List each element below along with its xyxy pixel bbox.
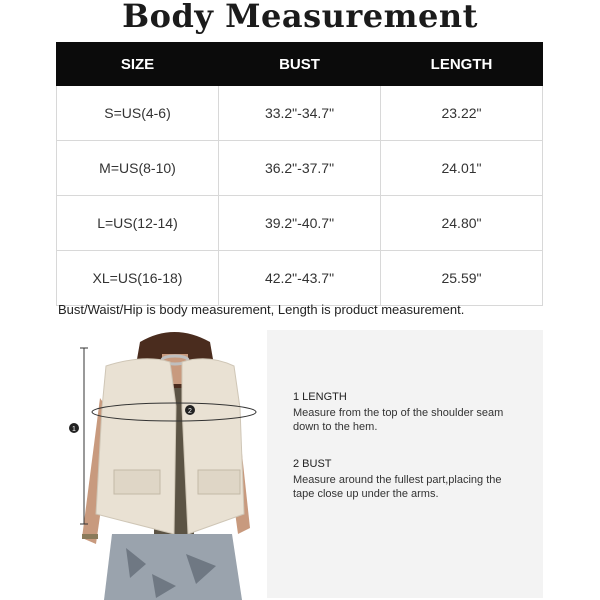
cell-size: XL=US(16-18) — [57, 251, 219, 306]
right-pocket-shape — [198, 470, 240, 494]
cell-bust: 33.2"-34.7" — [219, 86, 381, 141]
length-description: Measure from the top of the shoulder seam down to the hem. — [293, 407, 504, 433]
model-photo — [56, 328, 266, 600]
cell-bust: 36.2"-37.7" — [219, 141, 381, 196]
vest-right-panel — [182, 359, 244, 534]
size-chart-table — [56, 42, 543, 306]
vest-left-panel — [96, 359, 176, 534]
cell-length: 23.22" — [381, 86, 543, 141]
cell-size: S=US(4-6) — [57, 86, 219, 141]
left-pocket-shape — [114, 470, 160, 494]
header-length: LENGTH — [381, 43, 543, 86]
pants-shape — [104, 534, 242, 600]
bust-heading: 2 BUST — [293, 458, 332, 470]
page-title: Body Measurement — [122, 0, 478, 35]
cell-size: M=US(8-10) — [57, 141, 219, 196]
bust-instruction — [293, 457, 523, 501]
cell-length: 24.01" — [381, 141, 543, 196]
bracelet-shape — [82, 534, 98, 539]
cell-size: L=US(12-14) — [57, 196, 219, 251]
measurement-instructions-panel — [267, 330, 543, 598]
table-row — [57, 86, 543, 141]
cell-length: 24.80" — [381, 196, 543, 251]
length-heading: 1 LENGTH — [293, 391, 347, 403]
vest-illustration — [56, 328, 266, 600]
table-row — [57, 196, 543, 251]
cell-length: 25.59" — [381, 251, 543, 306]
bust-description: Measure around the fullest part,placing the tape close up under the arms. — [293, 474, 502, 500]
bust-marker-label: 2 — [188, 408, 192, 415]
table-row — [57, 251, 543, 306]
cell-bust: 39.2"-40.7" — [219, 196, 381, 251]
table-row — [57, 141, 543, 196]
table-header-row — [57, 43, 543, 86]
length-marker-label: 1 — [72, 426, 76, 433]
header-bust: BUST — [219, 43, 381, 86]
length-instruction — [293, 390, 523, 434]
header-size: SIZE — [57, 43, 219, 86]
measurement-note: Bust/Waist/Hip is body measurement, Length is product measurement. — [58, 302, 465, 317]
cell-bust: 42.2"-43.7" — [219, 251, 381, 306]
